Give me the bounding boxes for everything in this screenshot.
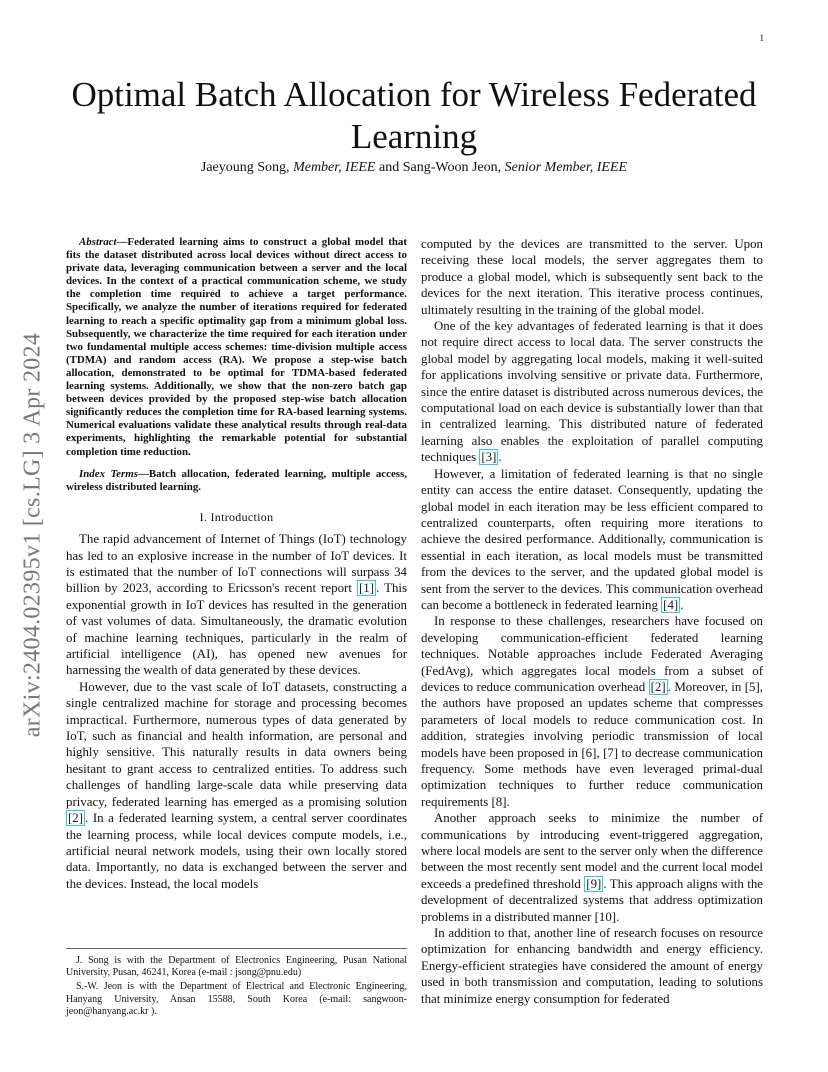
author-1: Jaeyoung Song,: [200, 160, 290, 175]
index-terms-lead: Index Terms: [79, 467, 138, 480]
author-line: [60, 160, 768, 176]
footnotes: [66, 948, 407, 1020]
right-paragraph-1: computed by the devices are transmitted to the server. Upon receiving these local models, the server aggregates them to produce a global model, which is subsequently sent back to the devices for the next iteration. This iterative process continues, ultimately resulting in the training of the global model.: [421, 237, 763, 317]
citation-link[interactable]: [9]: [586, 876, 602, 891]
footnote-2: S.-W. Jeon is with the Department of Electrical and Electronic Engineering, Hanyang University, Ansan 15588, South Korea (e-mail: sangwoon-jeon@hanyang.ac.kr ).: [66, 981, 407, 1017]
citation-link[interactable]: [3]: [481, 450, 497, 465]
index-terms-text: —Batch allocation, federated learning, multiple access, wireless distributed learning.: [66, 467, 407, 493]
citation-link[interactable]: [1]: [358, 581, 375, 596]
citation-link[interactable]: [2]: [68, 811, 84, 826]
right-paragraph-4: In response to these challenges, researchers have focused on developing communication-efficient federated learning techniques. Notable approaches include Federated Averaging (FedAvg), which aggregates local models from a subset of devices to reduce communication overhead [2] . Moreover, in [5], the authors have proposed an updates scheme that compresses parameters of local models to reduce communication cost. In addition, strategies involving periodic transmission of local models have been proposed in [6], [7] to decrease communication frequency. Some methods have even leveraged primal-dual optimization techniques to further reduce communication requirements [8].: [421, 614, 763, 809]
right-paragraph-3: However, a limitation of federated learning is that no single entity can access the entire dataset. Consequently, updating the global model in each iteration may be less efficient compared to centralized counterparts, often requiring more iterations to achieve the desired performance. Additionally, communication is essential in each iteration, as local models must be transmitted from the devices to the server, and the updated global model is sent from the server to the devices. This communication overhead can become a bottleneck in federated learning [4] .: [421, 466, 763, 612]
author-2: and Sang-Woon Jeon,: [378, 160, 502, 175]
index-terms: [66, 468, 407, 494]
author-2-role: Senior Member, IEEE: [504, 160, 628, 175]
right-paragraph-2: One of the key advantages of federated learning is that it does not require direct access to local data. The server constructs the global model by aggregating local models, making it well-suited for applications involving sensitive or private data. Furthermore, since the entire dataset is distributed across numerous devices, the computational load on each device is substantially lower than that in centralized learning. This distributed nature of federated learning also enables the exploitation of parallel computing techniques [3] .: [421, 319, 763, 465]
section-heading: I. Introduction: [199, 509, 274, 524]
left-column: [66, 236, 407, 892]
arxiv-identifier: arXiv:2404.02395v1 [cs.LG] 3 Apr 2024: [19, 332, 46, 738]
author-1-role: Member, IEEE: [293, 160, 376, 175]
footnote-1: J. Song is with the Department of Electronics Engineering, Pusan National University, Pusan, 46241, Korea (e-mail : jsong@pnu.edu): [66, 955, 407, 979]
arxiv-sidebar: [8, 290, 58, 780]
right-paragraph-6: In addition to that, another line of research focuses on resource optimization for enhancing bandwidth and energy efficiency. Energy-efficient strategies have considered the amount of energy used in both transmission and computation, leading to solutions that minimize energy consumption for federated: [421, 926, 763, 1006]
citation-link[interactable]: [4]: [663, 597, 679, 612]
abstract-lead: Abstract: [79, 236, 117, 248]
citation-link[interactable]: [2]: [650, 679, 666, 694]
abstract: [66, 236, 407, 459]
abstract-text: —Federated learning aims to construct a global model that fits the dataset distributed across local devices without direct access to private data, leveraging communication between a server and the local devices. In the context of a practical communication scheme, we study the completion time required to achieve a target performance. Specifically, we analyze the number of iterations required for federated learning to reach a specific optimality gap from a minimum global loss. Subsequently, we characterize the time required for each iteration under two fundamental multiple access schemes: time-division multiple access (TDMA) and random access (RA). We propose a step-wise batch allocation, demonstrated to be optimal for TDMA-based federated learning systems. Additionally, we show that the non-zero batch gap between devices provided by the proposed step-wise batch allocation significantly reduces the completion time for RA-based learning systems. Numerical evaluations validate these analytical results through real-data experiments, highlighting the remarkable potential for substantial completion time reduction.: [66, 236, 407, 458]
intro-paragraph-2: However, due to the vast scale of IoT datasets, constructing a single centralized machine for storage and processing becomes impractical. Furthermore, numerous types of data generated by IoT, such as financial and health information, are personal and highly sensitive. This naturally results in data owners being hesitant to grant access to centralized entities. To address such challenges of handling large-scale data while preserving data privacy, federated learning has emerged as a promising solution [2] . In a federated learning system, a central server coordinates the learning process, while local devices compute models, i.e., artificial neural network models, using their own locally stored data. Importantly, no data is exchanged between the server and the devices. Instead, the local models: [66, 679, 407, 891]
right-paragraph-5: Another approach seeks to minimize the number of communications by introducing event-triggered aggregation, where local models are sent to the server only when the difference between the most recently sent model and the current local model exceeds a predefined threshold [9] . This approach aligns with the development of decentralized systems that address optimization problems in a distributed manner [10].: [421, 811, 764, 924]
page-number: 1: [759, 33, 764, 43]
paper-title: Optimal Batch Allocation for Wireless Federated Learning: [71, 75, 757, 156]
right-column: [421, 236, 763, 1007]
intro-paragraph-1: The rapid advancement of Internet of Things (IoT) technology has led to an explosive increase in the number of IoT devices. It is estimated that the number of IoT connections will surpass 34 billion by 2023, according to Ericsson's recent report [1] . This exponential growth in IoT devices has resulted in the generation of vast volumes of data. Simultaneously, the dramatic evolution of machine learning techniques, particularly in the realm of artificial intelligence (AI), has opened new avenues for harnessing the wealth of data generated by these devices.: [66, 532, 407, 678]
